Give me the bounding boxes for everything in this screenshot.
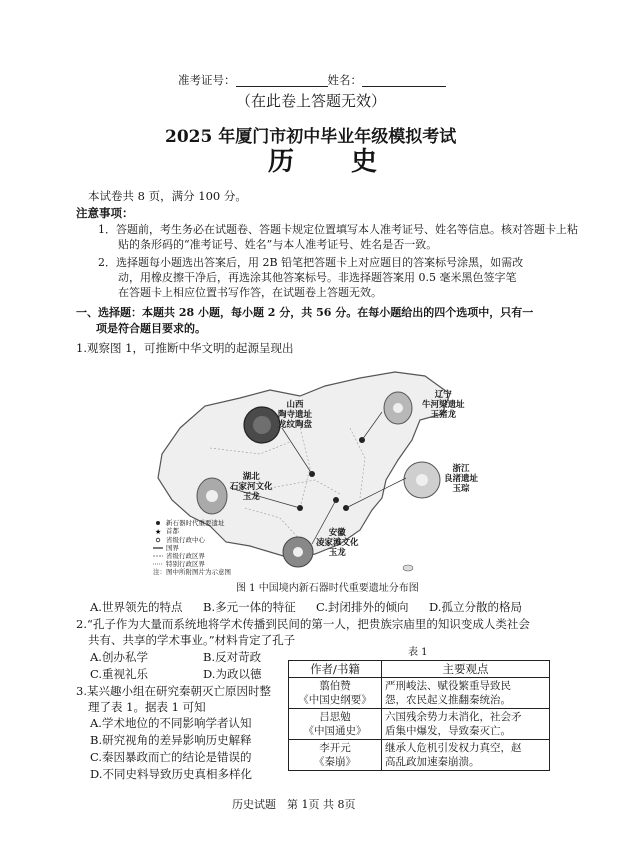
table-cell-view: [382, 740, 550, 771]
label-anhui-province: 安徽: [328, 528, 346, 538]
q1-option-b: B.多元一体的特征: [203, 600, 296, 614]
label-hubei: [230, 472, 273, 502]
dragon-plate-inner: [253, 416, 271, 434]
table-row: [289, 709, 550, 740]
view-line-2: 高乱政加速秦崩溃。: [385, 756, 480, 768]
legend-national-border: 国界: [166, 544, 179, 552]
label-liaoning: [422, 390, 465, 420]
label-liaoning-site: 牛河梁遗址: [422, 400, 465, 410]
exam-title: 2025 年厦门市初中毕业年级模拟考试: [165, 127, 457, 147]
label-shanxi: [278, 400, 312, 430]
label-liaoning-province: 辽宁: [434, 390, 452, 400]
legend-province-border: 省级行政区界: [166, 552, 205, 560]
q3-option-a: A.学术地位的不同影响学者认知: [90, 716, 252, 730]
book-title: 《中国史纲要》: [298, 694, 372, 706]
view-line-1: 严刑峻法、赋役繁重导致民: [385, 680, 511, 692]
intro-text: 本试卷共 8 页，满分 100 分。: [88, 189, 247, 203]
legend-sar-border: 特别行政区界: [166, 560, 205, 568]
legend-symbol-provincial-center: [156, 538, 160, 542]
figure-caption: 图 1 中国境内新石器时代重要遗址分布图: [236, 583, 419, 594]
table-header-view: 主要观点: [382, 661, 550, 678]
q3-option-c: C.秦因暴政而亡的结论是错误的: [90, 750, 252, 764]
notice-item-2-line-1: 2．选择题每小题选出答案后，用 2B 铅笔把答题卡上对应题目的答案标号涂黑，如需改: [98, 256, 524, 269]
notice-heading: 注意事项：: [76, 206, 134, 220]
legend-note: 注：图中所附图片为示意图: [153, 568, 231, 576]
hubei-jade-dragon-hole: [206, 490, 218, 502]
q2-stem-line-1: 2.“孔子作为大量而系统地将学术传播到民间的第一人，把贵族宗庙里的知识变成人类社会: [76, 617, 530, 631]
anhui-jade-dragon-hole: [293, 547, 303, 557]
table-1: [288, 660, 550, 771]
q3-stem-line-2: 理了表 1。据表 1 可知: [88, 700, 206, 714]
jade-pig-dragon-hole: [393, 403, 403, 413]
label-zhejiang-site: 良渚遗址: [444, 474, 479, 484]
q2-option-b: B.反对苛政: [203, 650, 262, 664]
q2-option-c: C.重视礼乐: [90, 667, 149, 681]
view-line-1: 六国残余势力未消化，社会矛: [385, 711, 522, 723]
exam-number-field: [178, 73, 446, 87]
south-sea-island: [403, 565, 413, 571]
section-one-line-1: 一、选择题：本题共 28 小题，每小题 2 分，共 56 分。在每小题给出的四个选项中，只有一: [76, 306, 534, 319]
label-zhejiang-province: 浙江: [452, 464, 470, 474]
notice-item-2-line-2: 动，用橡皮擦干净后，再选涂其他答案标号。非选择题答案用 0.5 毫米黑色签字笔: [118, 271, 517, 284]
label-liaoning-artifact: 玉猪龙: [430, 410, 457, 420]
label-shanxi-artifact: 龙纹陶盘: [278, 420, 313, 430]
author-name: 吕思勉: [319, 711, 351, 723]
table-cell-view: [382, 709, 550, 740]
name-blank: [362, 74, 446, 87]
q1-option-a: A.世界领先的特点: [90, 600, 183, 614]
q2-option-a: A.创办私学: [90, 650, 148, 664]
view-line-1: 继承人危机引发权力真空，赵: [385, 742, 522, 754]
table-header-row: [289, 661, 550, 678]
table-cell-author: [289, 709, 382, 740]
label-hubei-culture: 石家河文化: [230, 482, 273, 492]
table-cell-author: [289, 678, 382, 709]
label-hubei-artifact: 玉龙: [242, 492, 260, 502]
table-caption: 表 1: [408, 647, 428, 658]
exam-number-label: 准考证号：: [178, 73, 236, 87]
q1-stem: 1.观察图 1，可推断中华文明的起源呈现出: [76, 341, 294, 355]
table-header-author: 作者/书籍: [289, 661, 382, 678]
author-name: 李开元: [319, 742, 351, 754]
legend-symbol-capital: ★: [155, 528, 162, 536]
exam-number-blank: [236, 74, 328, 87]
section-one-line-2: 项是符合题目要求的。: [96, 322, 206, 335]
q3-stem-line-1: 3.某兴趣小组在研究秦朝灭亡原因时整: [76, 684, 271, 698]
table-cell-author: [289, 740, 382, 771]
notice-item-1-line-1: 1．答题前，考生务必在试题卷、答题卡规定位置填写本人准考证号、姓名等信息。核对答题卡上粘: [98, 223, 578, 236]
table-cell-view: [382, 678, 550, 709]
table-row: [289, 740, 550, 771]
view-line-2: 盾集中爆发，导致秦灭亡。: [385, 725, 511, 737]
name-label: 姓名：: [327, 73, 362, 87]
view-line-2: 怨，农民起义推翻秦统治。: [385, 694, 511, 706]
q3-option-b: B.研究视角的差异影响历史解释: [90, 733, 252, 747]
notice-item-1-line-2: 贴的条形码的“准考证号、姓名”与本人准考证号、姓名是否一致。: [118, 238, 438, 251]
q2-stem-line-2: 共有、共享的学术事业。”材料肯定了孔子: [88, 633, 296, 647]
legend-capital: 首都: [166, 527, 179, 535]
label-anhui-culture: 凌家滩文化: [316, 538, 359, 548]
book-title: 《中国通史》: [303, 725, 367, 737]
page-footer: 历史试题 第 1页 共 8页: [232, 798, 356, 811]
invalid-note: （在此卷上答题无效）: [236, 92, 387, 110]
book-title: 《秦崩》: [314, 756, 356, 768]
q2-option-d: D.为政以德: [203, 667, 262, 681]
label-hubei-province: 湖北: [242, 472, 260, 482]
china-map-figure: [150, 368, 480, 578]
label-shanxi-site: 陶寺遗址: [278, 410, 313, 420]
table-row: [289, 678, 550, 709]
jade-cong-hole: [416, 474, 428, 486]
label-zhejiang: [444, 464, 478, 494]
author-name: 翦伯赞: [319, 680, 351, 692]
label-shanxi-province: 山西: [286, 400, 304, 410]
label-zhejiang-artifact: 玉琮: [452, 484, 470, 494]
label-anhui: [316, 528, 359, 558]
subject-title: 历 史: [268, 147, 402, 177]
q1-option-c: C.封闭排外的倾向: [316, 600, 409, 614]
q1-option-d: D.孤立分散的格局: [429, 600, 522, 614]
q3-option-d: D.不同史料导致历史真相多样化: [90, 767, 252, 781]
notice-item-2-line-3: 在答题卡上相应位置书写作答，在试题卷上答题无效。: [118, 286, 382, 299]
legend-provincial-center: 省级行政中心: [166, 535, 205, 544]
legend-site: 新石器时代重要遗址: [166, 519, 225, 527]
label-anhui-artifact: 玉龙: [328, 548, 346, 558]
legend-symbol-site: [156, 521, 160, 525]
